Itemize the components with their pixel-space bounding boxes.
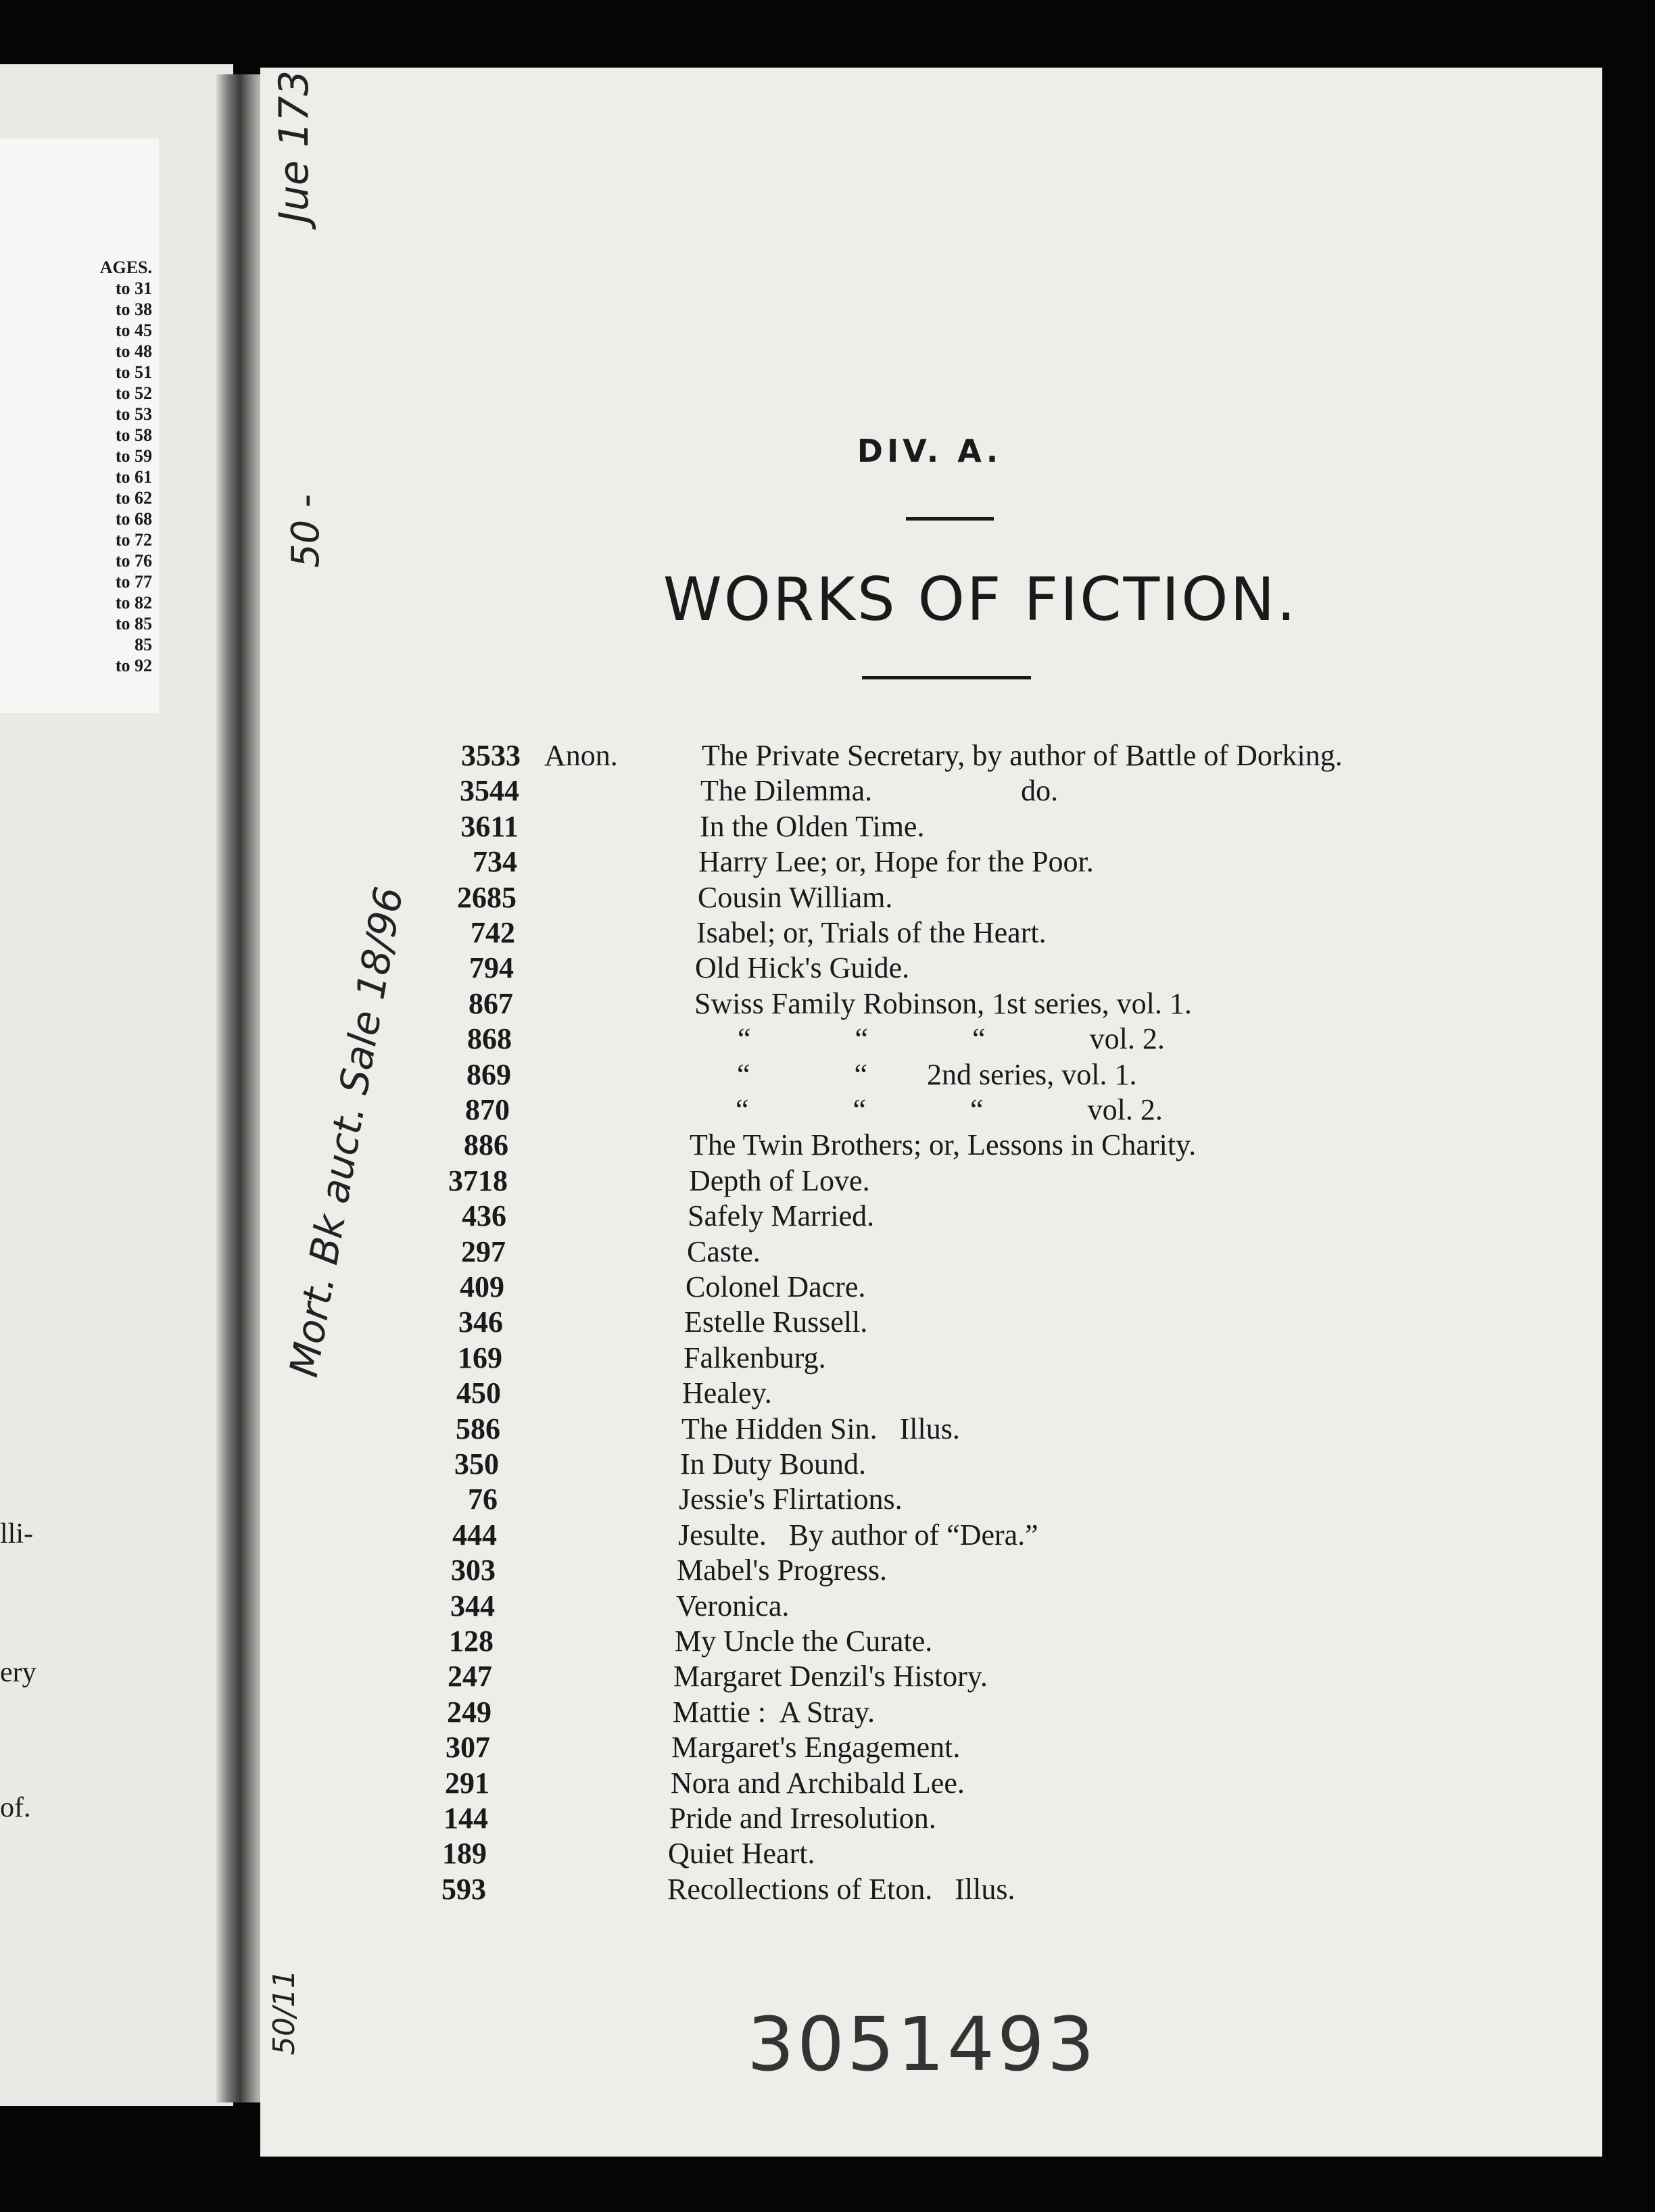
- entry-number: 586: [456, 1412, 500, 1445]
- catalogue-stamp: 3051493: [747, 2001, 1097, 2088]
- index-line: to 48: [115, 341, 152, 361]
- catalogue-entry: [0, 1836, 1655, 1871]
- entry-title: The Private Secretary, by author of Battle of Dorking.: [702, 739, 1343, 772]
- entry-author: Anon.: [544, 739, 618, 772]
- index-line: to 77: [115, 572, 152, 592]
- entry-number: 346: [458, 1305, 503, 1339]
- entry-title: In Duty Bound.: [680, 1447, 866, 1481]
- index-line: to 53: [115, 404, 152, 424]
- catalogue-entry: [0, 915, 1655, 951]
- index-line: to 38: [115, 299, 152, 319]
- index-header: AGES.: [99, 258, 152, 277]
- entry-number: 868: [467, 1022, 512, 1056]
- entry-title: In the Olden Time.: [700, 809, 925, 843]
- page-title: WORKS OF FICTION.: [663, 564, 1298, 634]
- index-line: to 52: [115, 383, 152, 403]
- divider-rule: [862, 676, 1031, 679]
- catalogue-entry: [0, 1057, 1655, 1092]
- index-line: to 62: [115, 488, 152, 508]
- entry-number: 444: [452, 1518, 497, 1552]
- index-line: to 58: [115, 425, 152, 445]
- catalogue-entry: [0, 1872, 1655, 1907]
- catalogue-entry: [0, 1482, 1655, 1517]
- entry-number: 867: [469, 986, 513, 1020]
- divider-rule: [906, 517, 994, 521]
- index-lines: [0, 278, 152, 676]
- entry-number: 344: [450, 1589, 495, 1622]
- entry-title: The Twin Brothers; or, Lessons in Charity.: [690, 1128, 1197, 1162]
- entry-number: 3718: [448, 1163, 508, 1197]
- entry-title: Cousin William.: [698, 880, 893, 914]
- index-line: to 82: [115, 593, 152, 612]
- entry-title: Jesulte. By author of “Dera.”: [678, 1518, 1038, 1552]
- entry-number: 3544: [460, 774, 519, 808]
- entry-number: 247: [448, 1660, 492, 1693]
- catalogue-entry: [0, 1589, 1655, 1624]
- catalogue-entry: [0, 1412, 1655, 1447]
- entry-title: Veronica.: [676, 1589, 790, 1622]
- entry-title: Depth of Love.: [689, 1163, 870, 1197]
- entry-title: The Dilemma. do.: [700, 774, 1059, 808]
- catalogue-entry: [0, 1766, 1655, 1801]
- entry-title: “ “ 2nd series, vol. 1.: [692, 1057, 1137, 1091]
- index-line: to 45: [115, 320, 152, 340]
- entry-title: Recollections of Eton. Illus.: [667, 1872, 1015, 1906]
- entry-title: Pride and Irresolution.: [669, 1802, 936, 1835]
- division-heading: DIV. A.: [857, 433, 1003, 469]
- catalogue-entry: [0, 986, 1655, 1021]
- catalogue-entry: [0, 1270, 1655, 1305]
- catalogue-entry: [0, 1730, 1655, 1765]
- catalogue-entry: [0, 1518, 1655, 1553]
- entry-title: Mabel's Progress.: [677, 1554, 888, 1587]
- entry-title: Quiet Heart.: [668, 1837, 815, 1871]
- entry-title: Colonel Dacre.: [686, 1270, 866, 1303]
- entry-number: 144: [443, 1802, 488, 1835]
- entry-number: 794: [469, 951, 514, 985]
- entry-number: 742: [471, 916, 515, 949]
- entry-title: The Hidden Sin. Illus.: [681, 1412, 960, 1445]
- index-line: to 68: [115, 509, 152, 529]
- catalogue-entry: [0, 1092, 1655, 1128]
- entry-number: 870: [465, 1093, 510, 1126]
- catalogue-entry: [0, 1199, 1655, 1234]
- entry-number: 189: [442, 1837, 487, 1871]
- handwritten-shelf-mark: 50/11: [267, 1969, 302, 2055]
- catalogue-entry: [0, 1624, 1655, 1659]
- catalogue-entry: [0, 1021, 1655, 1057]
- entry-number: 307: [446, 1731, 490, 1764]
- catalogue-entry: [0, 880, 1655, 915]
- index-line: 85: [135, 635, 152, 654]
- catalogue-entry: [0, 1553, 1655, 1588]
- catalogue-entry: [0, 1695, 1655, 1730]
- catalogue-entry: [0, 1801, 1655, 1836]
- index-line: to 92: [115, 656, 152, 675]
- entry-number: 436: [462, 1199, 506, 1233]
- entry-title: Isabel; or, Trials of the Heart.: [696, 916, 1047, 949]
- entry-title: Harry Lee; or, Hope for the Poor.: [698, 845, 1094, 879]
- catalogue-entry: [0, 738, 1655, 773]
- entry-number: 409: [460, 1270, 504, 1303]
- index-list: [0, 257, 152, 676]
- left-fragment: lli-: [0, 1518, 33, 1549]
- entry-number: 886: [464, 1128, 508, 1162]
- entry-title: My Uncle the Curate.: [675, 1625, 933, 1658]
- catalogue-entry: [0, 1234, 1655, 1270]
- entry-number: 303: [451, 1554, 496, 1587]
- catalogue-entry: [0, 1163, 1655, 1199]
- catalogue-entry: [0, 844, 1655, 880]
- entry-number: 3611: [460, 809, 519, 843]
- entry-number: 869: [466, 1057, 511, 1091]
- handwritten-note: Jue 173: [270, 70, 318, 223]
- catalogue-entry: [0, 951, 1655, 986]
- handwritten-price: 50 -: [284, 494, 328, 568]
- catalogue-entry: [0, 1305, 1655, 1340]
- entry-number: 593: [441, 1872, 486, 1906]
- catalogue-entry: [0, 1128, 1655, 1163]
- entry-title: Jessie's Flirtations.: [679, 1483, 903, 1516]
- entry-number: 450: [456, 1376, 501, 1410]
- entry-title: Caste.: [687, 1234, 761, 1268]
- entry-title: Nora and Archibald Lee.: [671, 1766, 965, 1800]
- entry-title: Margaret's Engagement.: [671, 1731, 961, 1764]
- index-line: to 76: [115, 551, 152, 571]
- catalogue-entry: [0, 1376, 1655, 1411]
- entry-number: 76: [468, 1483, 498, 1516]
- index-line: to 51: [115, 362, 152, 382]
- entry-number: 249: [447, 1695, 491, 1729]
- index-line: to 85: [115, 614, 152, 633]
- entry-title: Margaret Denzil's History.: [673, 1660, 988, 1693]
- entry-title: Healey.: [682, 1376, 772, 1410]
- catalogue-entry: [0, 1341, 1655, 1376]
- entry-title: Mattie : A Stray.: [673, 1695, 876, 1729]
- catalogue-entry: [0, 773, 1655, 809]
- entry-title: Safely Married.: [688, 1199, 875, 1233]
- handwritten-margin-note: Mort. Bk auct. Sale 18/96: [281, 883, 412, 1380]
- left-fragment: of.: [0, 1792, 31, 1823]
- entry-title: Falkenburg.: [683, 1341, 826, 1374]
- entry-number: 3533: [461, 739, 521, 772]
- index-line: to 31: [115, 279, 152, 298]
- entry-title: “ “ “ vol. 2.: [691, 1093, 1163, 1126]
- left-fragment: ery: [0, 1657, 37, 1688]
- catalogue-entry: [0, 1447, 1655, 1482]
- entry-title: Estelle Russell.: [684, 1305, 868, 1339]
- entry-number: 2685: [457, 880, 517, 914]
- entry-number: 291: [445, 1766, 489, 1800]
- entry-number: 350: [454, 1447, 499, 1481]
- entry-title: “ “ “ vol. 2.: [693, 1022, 1165, 1056]
- catalogue-entry: [0, 1659, 1655, 1694]
- entry-number: 734: [473, 845, 517, 879]
- index-line: to 72: [115, 530, 152, 550]
- entry-title: Old Hick's Guide.: [695, 951, 910, 985]
- entry-title: Swiss Family Robinson, 1st series, vol. 1.: [694, 986, 1192, 1020]
- index-line: to 61: [115, 467, 152, 487]
- catalogue-entry: [0, 809, 1655, 844]
- index-line: to 59: [115, 446, 152, 466]
- entry-number: 128: [449, 1625, 494, 1658]
- entry-number: 169: [458, 1341, 502, 1374]
- entry-number: 297: [461, 1234, 506, 1268]
